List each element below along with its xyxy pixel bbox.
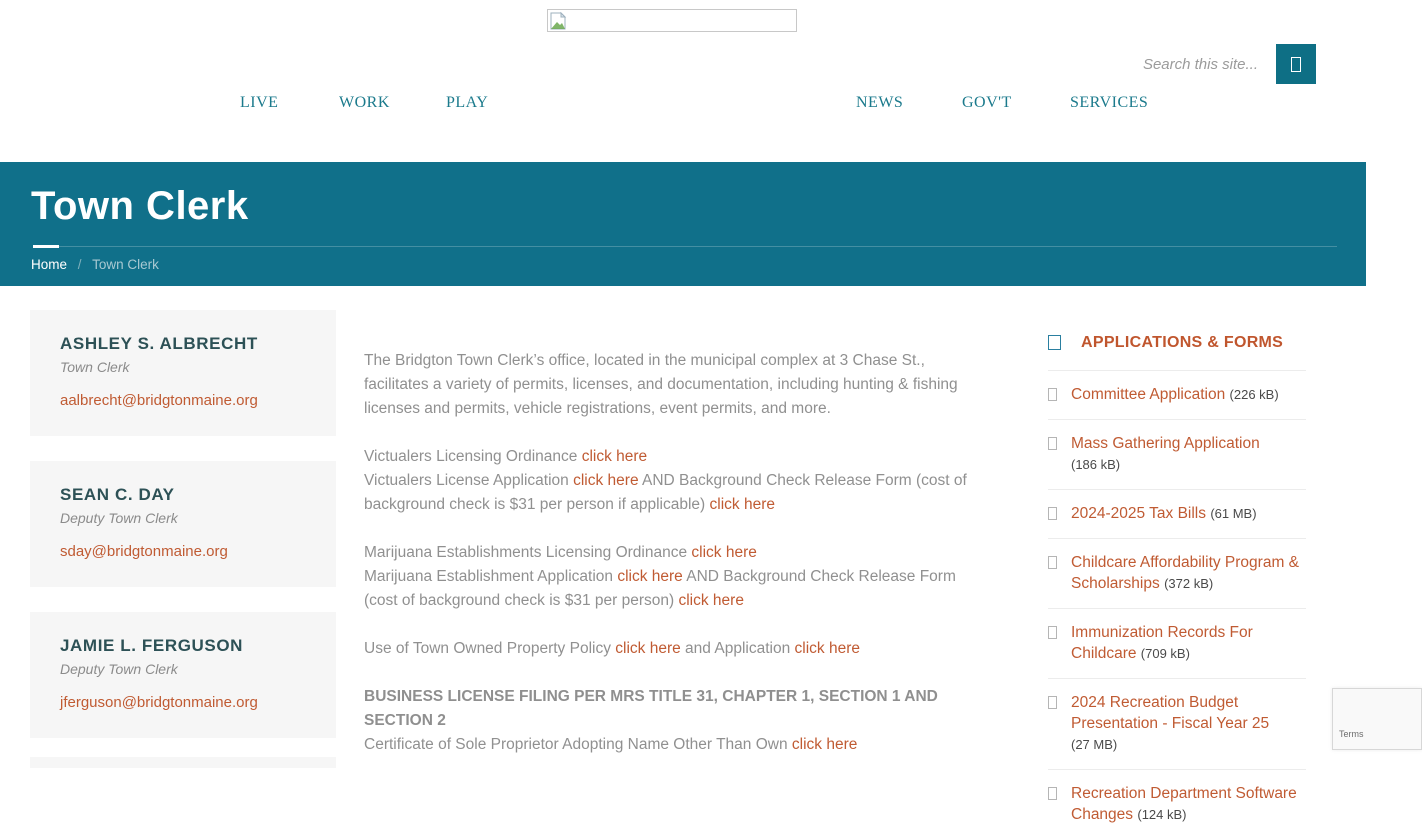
nav-item-services[interactable]: SERVICES [1070, 94, 1149, 111]
click-here-link[interactable]: click here [691, 544, 757, 561]
sidebar-item-text [1071, 503, 1257, 524]
nav-item-play[interactable]: PLAY [446, 94, 489, 111]
recaptcha-badge[interactable] [1332, 688, 1422, 750]
sidebar-item-text [1071, 433, 1306, 475]
document-size: (372 kB) [1164, 576, 1214, 591]
sidebar-document-item [1048, 370, 1306, 419]
document-link[interactable]: Mass Gathering Application [1071, 435, 1260, 452]
sidebar-item-text [1071, 692, 1306, 755]
content-text: The Bridgton Town Clerk’s office, located in the municipal complex at 3 Chase St., facilitates a variety of permits, licenses, and documentation, including hunting & fishing licenses and permits, vehicle registrations, event permits, and more. [364, 352, 958, 417]
content-paragraph [364, 685, 992, 757]
content-text: Use of Town Owned Property Policy [364, 640, 616, 657]
search-button[interactable] [1276, 44, 1316, 84]
broken-image-icon [550, 12, 566, 30]
folder-icon [1048, 335, 1061, 350]
document-link[interactable]: Childcare Affordability Program & Scholarships [1071, 554, 1300, 592]
sidebar-heading-label: APPLICATIONS & FORMS [1081, 334, 1284, 351]
nav-item-live[interactable]: LIVE [240, 94, 279, 111]
content-text: Marijuana Establishments Licensing Ordinance [364, 544, 692, 561]
click-here-link[interactable]: click here [678, 592, 744, 609]
document-icon [1048, 626, 1057, 639]
staff-card [30, 461, 336, 587]
content-heading: BUSINESS LICENSE FILING PER MRS TITLE 31, CHAPTER 1, SECTION 1 AND SECTION 2 [364, 688, 938, 729]
document-icon [1048, 437, 1057, 450]
site-logo-broken-image[interactable] [547, 9, 797, 32]
site-search [1096, 44, 1316, 84]
document-link[interactable]: Immunization Records For Childcare [1071, 624, 1253, 662]
content-text: Certificate of Sole Proprietor Adopting Name Other Than Own [364, 736, 792, 753]
document-link[interactable]: 2024 Recreation Budget Presentation - Fiscal Year 25 [1071, 694, 1270, 732]
sidebar-item-text [1071, 552, 1306, 594]
search-icon [1291, 57, 1301, 72]
content-text: AND Background Check Release Form (cost of background check is $31 per person if applicable) [364, 472, 967, 513]
staff-name: ASHLEY S. ALBRECHT [60, 334, 258, 353]
content-text: Victualers Licensing Ordinance [364, 448, 582, 465]
sidebar-document-item [1048, 678, 1306, 769]
search-input[interactable] [1096, 44, 1276, 84]
recaptcha-terms-link[interactable]: Terms [1339, 729, 1364, 739]
sidebar-document-item [1048, 608, 1306, 678]
applications-forms-sidebar [1048, 332, 1306, 839]
sidebar-item-text [1071, 622, 1306, 664]
staff-card [30, 310, 336, 436]
document-size: (27 MB) [1071, 737, 1118, 752]
content-text: and Application [680, 640, 795, 657]
content-paragraph [364, 445, 992, 517]
sidebar-document-item [1048, 489, 1306, 538]
staff-card-partial [30, 757, 336, 768]
document-size: (124 kB) [1137, 807, 1187, 822]
content-text: Victualers License Application [364, 472, 574, 489]
content-text: AND Background Check Release Form (cost of background check is $31 per person) [364, 568, 956, 609]
nav-item-govt[interactable]: GOV'T [962, 94, 1012, 111]
staff-email-link[interactable]: aalbrecht@bridgtonmaine.org [60, 392, 258, 409]
staff-name: JAMIE L. FERGUSON [60, 636, 244, 655]
staff-job-title: Town Clerk [60, 359, 130, 375]
document-icon [1048, 388, 1057, 401]
document-link[interactable]: 2024-2025 Tax Bills [1071, 505, 1206, 522]
document-icon [1048, 787, 1057, 800]
click-here-link[interactable]: click here [709, 496, 775, 513]
staff-card [30, 612, 336, 738]
staff-job-title: Deputy Town Clerk [60, 510, 178, 526]
click-here-link[interactable]: click here [573, 472, 639, 489]
content-paragraph [364, 637, 992, 661]
breadcrumb [31, 257, 159, 272]
document-link[interactable]: Recreation Department Software Changes [1071, 785, 1297, 823]
staff-name: SEAN C. DAY [60, 485, 175, 504]
document-icon [1048, 696, 1057, 709]
document-icon [1048, 507, 1057, 520]
click-here-link[interactable]: click here [615, 640, 681, 657]
nav-item-work[interactable]: WORK [339, 94, 390, 111]
title-underline [33, 245, 1337, 248]
sidebar-item-text [1071, 384, 1279, 405]
page-title-band [0, 162, 1366, 286]
breadcrumb-separator: / [77, 257, 82, 272]
sidebar-item-text [1071, 783, 1306, 825]
click-here-link[interactable]: click here [791, 736, 858, 753]
nav-item-news[interactable]: NEWS [856, 94, 904, 111]
sidebar-heading [1048, 332, 1306, 354]
breadcrumb-home-link[interactable]: Home [31, 257, 68, 272]
staff-email-link[interactable]: jferguson@bridgtonmaine.org [60, 694, 258, 711]
document-link[interactable]: Committee Application [1071, 386, 1226, 403]
click-here-link[interactable]: click here [581, 448, 648, 465]
staff-email-link[interactable]: sday@bridgtonmaine.org [60, 543, 228, 560]
sidebar-document-item [1048, 419, 1306, 489]
page-title: Town Clerk [31, 184, 249, 228]
document-size: (226 kB) [1229, 387, 1279, 402]
sidebar-document-item [1048, 538, 1306, 608]
breadcrumb-current: Town Clerk [92, 257, 159, 272]
document-size: (186 kB) [1071, 457, 1121, 472]
click-here-link[interactable]: click here [794, 640, 860, 657]
site-header [0, 0, 1366, 162]
document-size: (61 MB) [1210, 506, 1257, 521]
page-content [364, 349, 992, 781]
document-icon [1048, 556, 1057, 569]
click-here-link[interactable]: click here [617, 568, 683, 585]
content-paragraph [364, 541, 992, 613]
content-paragraph [364, 349, 992, 421]
staff-list [30, 310, 336, 763]
sidebar-document-item [1048, 769, 1306, 839]
content-text: Marijuana Establishment Application [364, 568, 618, 585]
document-size: (709 kB) [1140, 646, 1190, 661]
staff-job-title: Deputy Town Clerk [60, 661, 178, 677]
